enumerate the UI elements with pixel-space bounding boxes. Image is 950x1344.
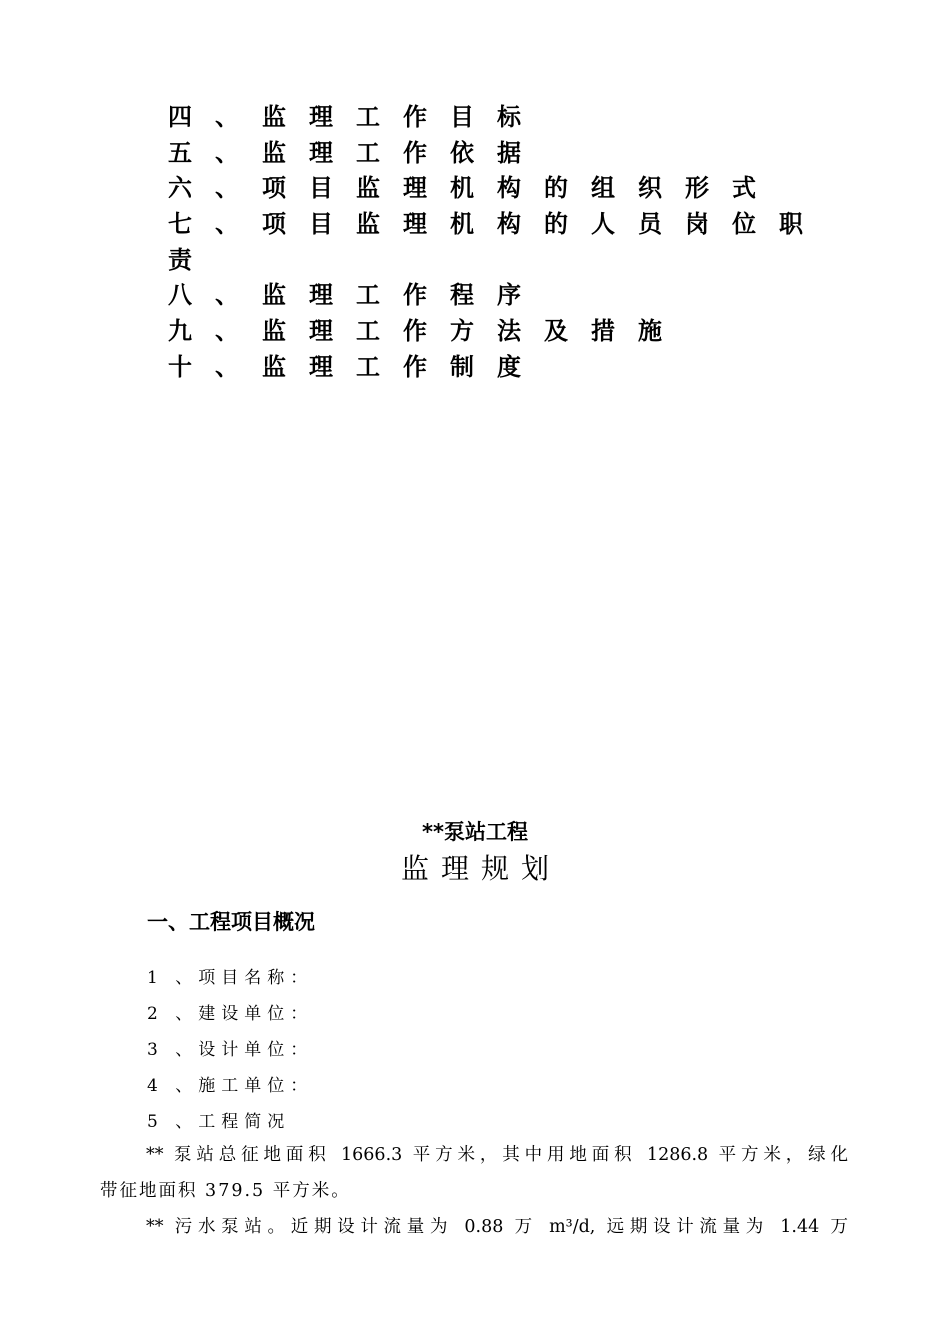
project-info-item: 3 、设计单位： [147,1040,314,1060]
toc-item: 四、监理工作目标 [168,103,544,131]
toc-item: 六、项目监理机构的组织形式 [168,174,779,203]
project-info-item: 5 、工程简况 [147,1112,291,1132]
toc-item: 七、项目监理机构的人员岗位职 [168,210,826,239]
project-info-item: 1 、项目名称： [147,968,314,988]
body-paragraph-line: ** 泵站总征地面积 1666.3 平方米，其中用地面积 1286.8 平方米，绿化 [146,1145,848,1165]
document-subtitle: 监理规划 [400,852,561,885]
project-info-list [147,960,313,1140]
toc-item: 五、监理工作依据 [168,138,544,167]
body-paragraph-line: ** 污水泵站。近期设计流量为 0.88 万 m³/d, 远期设计流量为 1.44 万 [146,1217,848,1237]
toc-item: 八、监理工作程序 [168,281,544,310]
table-of-contents [168,100,828,386]
project-info-item: 2 、建设单位： [147,1004,314,1024]
section-heading: 一、工程项目概况 [147,910,315,934]
project-info-item: 4 、施工单位： [147,1076,314,1096]
body-paragraph-line: 带征地面积 379.5 平方米。 [100,1181,351,1201]
toc-item: 十、监理工作制度 [168,352,544,381]
toc-item-continuation: 责 [168,245,215,274]
document-title: **泵站工程 [422,820,528,844]
toc-item: 九、监理工作方法及措施 [168,317,685,346]
